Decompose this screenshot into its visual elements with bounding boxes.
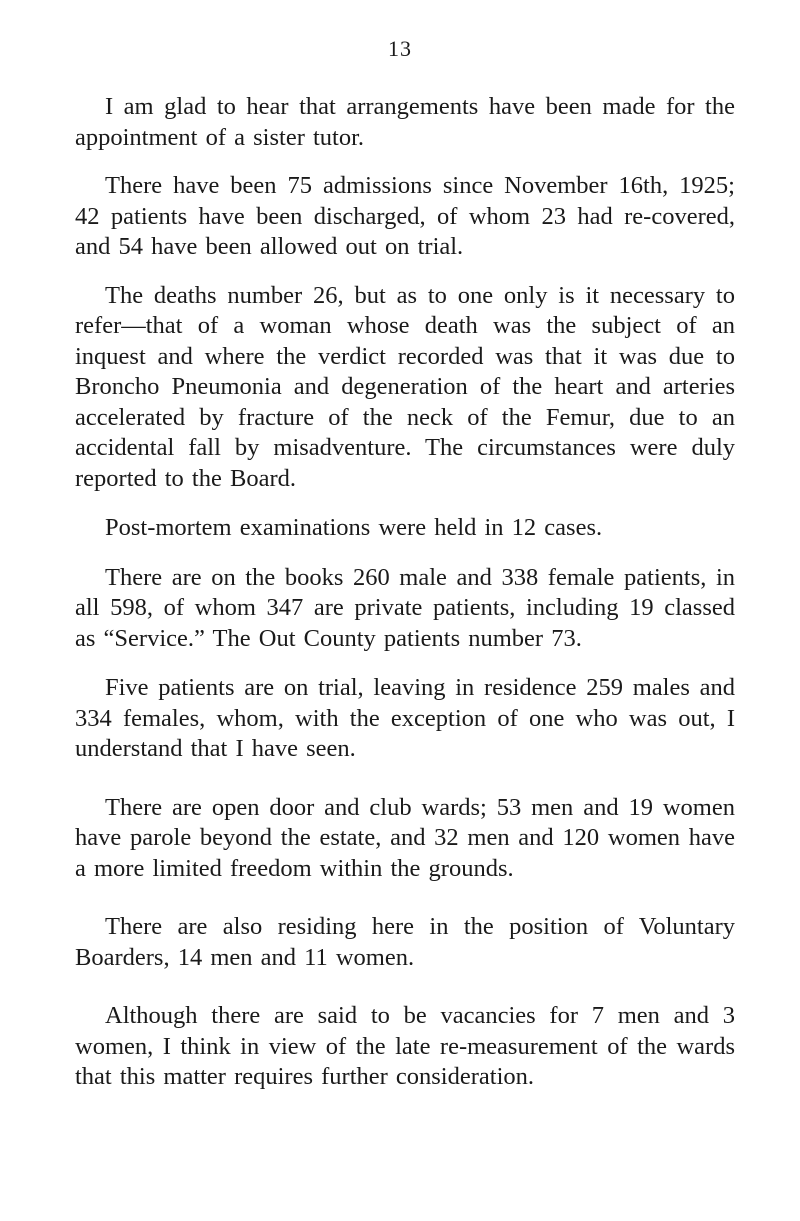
page-number: 13: [388, 36, 412, 61]
paragraph-voluntary-boarders: There are also residing here in the position of Voluntary Boarders, 14 men and 11 women.: [75, 913, 735, 971]
paragraph-vacancies: Although there are said to be vacancies for 7 men and 3 women, I think in view of the late re-measurement of the wards that this matter requires further consideration.: [75, 1002, 735, 1090]
paragraph-post-mortem: Post-mortem examinations were held in 12 cases.: [105, 514, 603, 541]
paragraph-patients-on-books: There are on the books 260 male and 338 female patients, in all 598, of whom 347 are private patients, including 19 classed as “Service.” The Out County patients number 73.: [75, 563, 735, 652]
paragraph-admissions: There have been 75 admissions since November 16th, 1925; 42 patients have been discharged, of whom 23 had re-covered, and 54 have been allowed out on trial.: [75, 172, 735, 260]
paragraph-sister-tutor: I am glad to hear that arrangements have been made for the appointment of a sister tutor.: [75, 93, 735, 151]
paragraph-deaths: The deaths number 26, but as to one only is it necessary to refer—that of a woman whose death was the subject of an inquest and where the verdict recorded was that it was due to Broncho Pneumonia and degeneration of the heart and arteries accelerated by fracture of the neck of the Femur, due to an accidental fall by misadventure. The circumstances were duly reported to the Board.: [75, 281, 735, 492]
paragraph-wards-parole: There are open door and club wards; 53 men and 19 women have parole beyond the estate, and 32 men and 120 women have a more limited freedom within the grounds.: [75, 793, 735, 882]
paragraph-patients-on-trial: Five patients are on trial, leaving in residence 259 males and 334 females, whom, with the exception of one who was out, I understand that I have seen.: [75, 674, 735, 762]
body-text: [75, 92, 735, 1093]
